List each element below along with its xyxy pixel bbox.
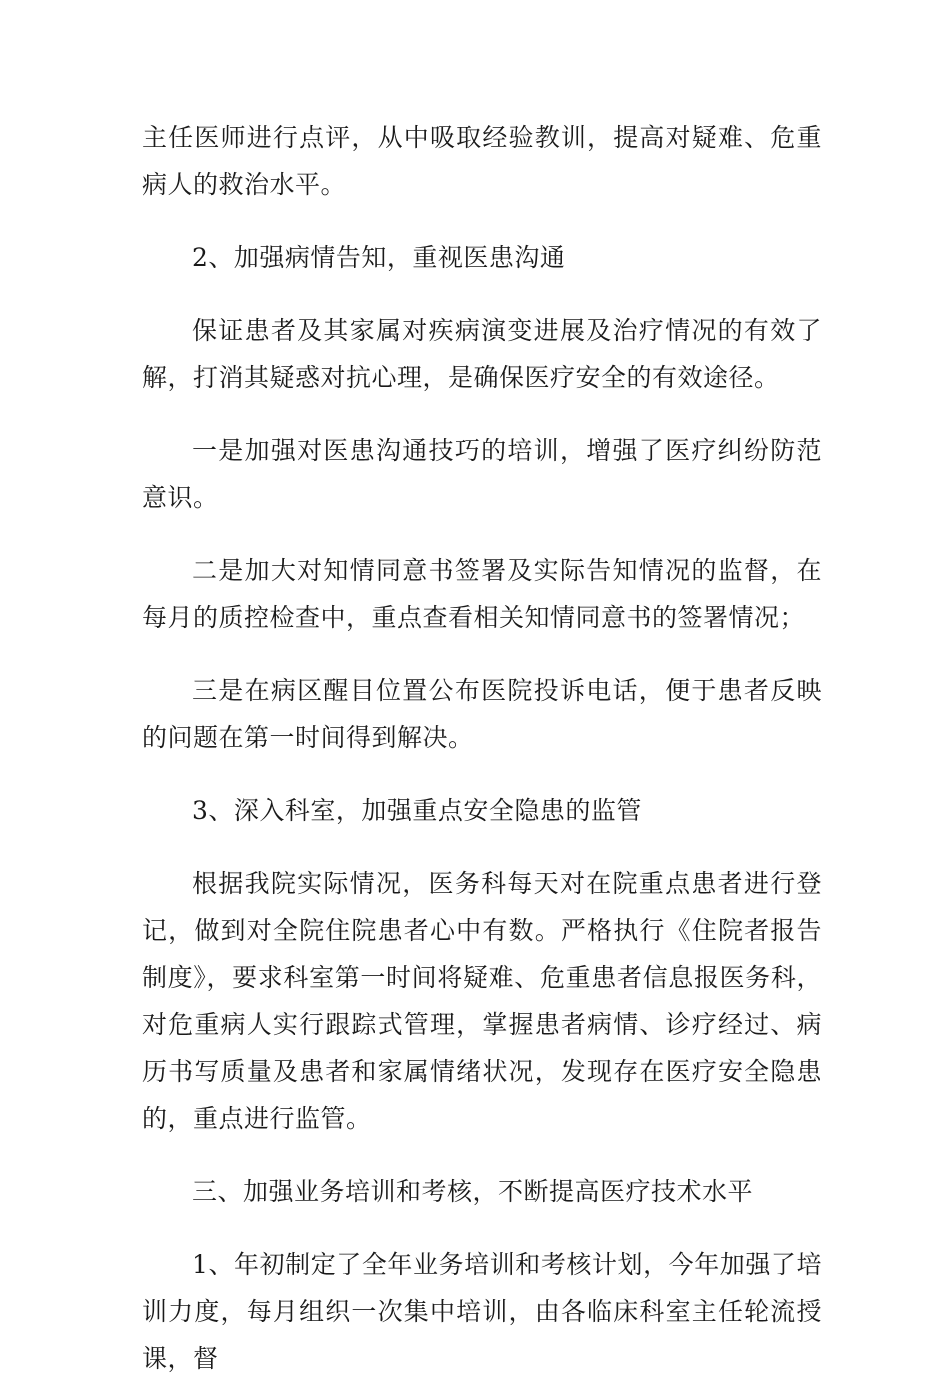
paragraph-continuation: 主任医师进行点评，从中吸取经验教训，提高对疑难、危重病人的救治水平。: [142, 123, 822, 199]
paragraph: 1、年初制定了全年业务培训和考核计划，今年加强了培训力度，每月组织一次集中培训，由各临床科室主任轮流授课，督: [142, 1250, 822, 1373]
section-heading-2: 2、加强病情告知，重视医患沟通: [192, 243, 566, 272]
paragraph: 根据我院实际情况，医务科每天对在院重点患者进行登记，做到对全院住院患者心中有数。严格执行《住院者报告制度》，要求科室第一时间将疑难、危重患者信息报医务科，对危重病人实行跟踪式管理，掌握患者病情、诊疗经过、病历书写质量及患者和家属情绪状况，发现存在医疗安全隐患的，重点进行监管。: [142, 869, 822, 1133]
paragraph: 三是在病区醒目位置公布医院投诉电话，便于患者反映的问题在第一时间得到解决。: [142, 676, 822, 752]
paragraph: 二是加大对知情同意书签署及实际告知情况的监督，在每月的质控检查中，重点查看相关知情同意书的签署情况；: [142, 556, 822, 632]
document-body: [142, 114, 822, 1382]
paragraph: 一是加强对医患沟通技巧的培训，增强了医疗纠纷防范意识。: [142, 436, 822, 512]
paragraph: 保证患者及其家属对疾病演变进展及治疗情况的有效了解，打消其疑惑对抗心理，是确保医疗安全的有效途径。: [142, 316, 822, 392]
section-heading-major: 三、加强业务培训和考核，不断提高医疗技术水平: [192, 1177, 754, 1206]
section-heading-3: 3、深入科室，加强重点安全隐患的监管: [192, 796, 642, 825]
